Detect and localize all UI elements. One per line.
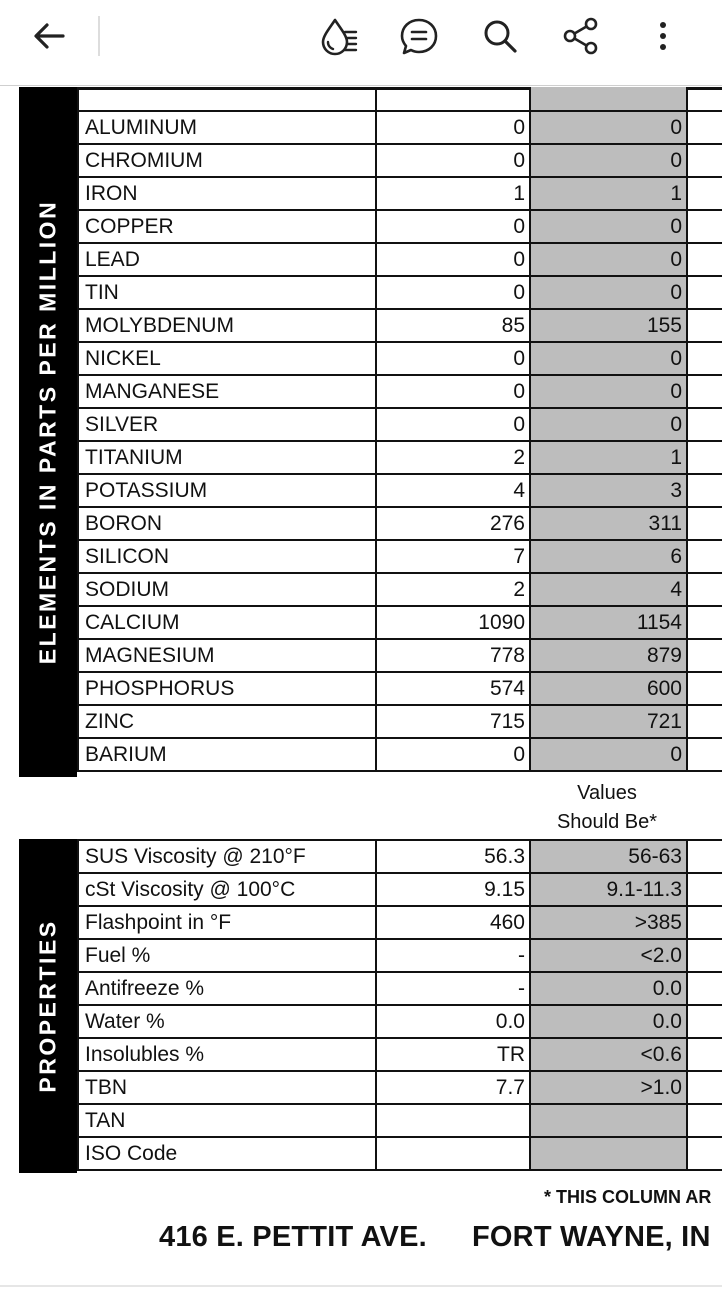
property-row-reference: >385 — [530, 906, 687, 939]
element-row-reference: 311 — [530, 507, 687, 540]
element-row-reference: 0 — [530, 375, 687, 408]
element-row-value: 0 — [376, 342, 530, 375]
element-row-value: 2 — [376, 441, 530, 474]
element-row-extra-cell — [687, 474, 722, 507]
share-button[interactable] — [558, 13, 604, 59]
property-row — [78, 972, 722, 1005]
element-row-reference: 3 — [530, 474, 687, 507]
element-row-extra-cell — [687, 672, 722, 705]
element-row — [78, 639, 722, 672]
element-row-reference: 0 — [530, 276, 687, 309]
property-row-value — [376, 1137, 530, 1170]
property-row-label: ISO Code — [78, 1137, 376, 1170]
property-row-extra-cell — [687, 873, 722, 906]
element-row-reference: 155 — [530, 309, 687, 342]
element-row-extra-cell — [687, 441, 722, 474]
address-street: 416 E. PETTIT AVE. — [159, 1221, 427, 1253]
property-row-extra-cell — [687, 1071, 722, 1104]
element-row-extra-cell — [687, 408, 722, 441]
element-row-label: PHOSPHORUS — [78, 672, 376, 705]
property-row-reference: <0.6 — [530, 1038, 687, 1071]
element-row-label: SILVER — [78, 408, 376, 441]
element-row-extra-cell — [687, 243, 722, 276]
property-row-reference — [530, 1104, 687, 1137]
property-row-reference — [530, 1137, 687, 1170]
element-row — [78, 474, 722, 507]
element-row-value: 715 — [376, 705, 530, 738]
element-row — [78, 111, 722, 144]
element-row-label: MAGNESIUM — [78, 639, 376, 672]
property-row-value: 7.7 — [376, 1071, 530, 1104]
property-row-reference: <2.0 — [530, 939, 687, 972]
element-row-label: TITANIUM — [78, 441, 376, 474]
element-row-extra-cell — [687, 540, 722, 573]
element-row-value: 574 — [376, 672, 530, 705]
property-row — [78, 1104, 722, 1137]
search-icon — [480, 16, 520, 56]
property-row-value: - — [376, 972, 530, 1005]
property-row — [78, 840, 722, 873]
element-row — [78, 342, 722, 375]
element-row-value: 778 — [376, 639, 530, 672]
toolbar-divider — [98, 16, 100, 56]
element-row-reference: 600 — [530, 672, 687, 705]
property-row — [78, 1038, 722, 1071]
element-row-label: LEAD — [78, 243, 376, 276]
values-header-line2: Should Be* — [556, 811, 658, 833]
property-row — [78, 1071, 722, 1104]
element-row — [78, 738, 722, 771]
element-row-label: MOLYBDENUM — [78, 309, 376, 342]
element-row-label: COPPER — [78, 210, 376, 243]
element-row-reference: 4 — [530, 573, 687, 606]
element-row — [78, 144, 722, 177]
property-row-reference: >1.0 — [530, 1071, 687, 1104]
property-row-reference: 56-63 — [530, 840, 687, 873]
more-options-button[interactable] — [640, 13, 686, 59]
property-row — [78, 939, 722, 972]
property-row-extra-cell — [687, 906, 722, 939]
property-row-extra-cell — [687, 1005, 722, 1038]
property-row-value — [376, 1104, 530, 1137]
property-row-value: 9.15 — [376, 873, 530, 906]
element-row-value: 2 — [376, 573, 530, 606]
elements-side-label: ELEMENTS IN PARTS PER MILLION — [34, 199, 61, 665]
properties-side-label: PROPERTIES — [34, 919, 61, 1093]
element-row-value: 0 — [376, 144, 530, 177]
element-row-value: 0 — [376, 243, 530, 276]
property-row-label: Water % — [78, 1005, 376, 1038]
properties-side-band — [19, 839, 77, 1173]
element-row-label: POTASSIUM — [78, 474, 376, 507]
element-row-extra-cell — [687, 177, 722, 210]
element-row — [78, 309, 722, 342]
element-row-label: ZINC — [78, 705, 376, 738]
property-row-extra-cell — [687, 1104, 722, 1137]
property-row-value: 0.0 — [376, 1005, 530, 1038]
element-row-label: ALUMINUM — [78, 111, 376, 144]
property-row-value: 56.3 — [376, 840, 530, 873]
element-row — [78, 606, 722, 639]
element-row-extra-cell — [687, 639, 722, 672]
element-row-label: SILICON — [78, 540, 376, 573]
share-icon — [560, 15, 602, 57]
element-row-extra-cell — [687, 309, 722, 342]
element-row — [78, 672, 722, 705]
reading-mode-button[interactable] — [315, 13, 361, 59]
property-row-reference: 0.0 — [530, 972, 687, 1005]
element-row-extra-cell — [687, 375, 722, 408]
property-row-label: cSt Viscosity @ 100°C — [78, 873, 376, 906]
element-row — [78, 705, 722, 738]
element-row-extra-cell — [687, 276, 722, 309]
element-row-label: NICKEL — [78, 342, 376, 375]
element-row — [78, 243, 722, 276]
element-row-reference: 0 — [530, 210, 687, 243]
element-row-reference: 0 — [530, 144, 687, 177]
element-row-reference: 1154 — [530, 606, 687, 639]
element-row-label: MANGANESE — [78, 375, 376, 408]
property-row-extra-cell — [687, 840, 722, 873]
element-row-reference: 0 — [530, 243, 687, 276]
element-row — [78, 408, 722, 441]
property-row — [78, 873, 722, 906]
elements-side-band — [19, 87, 77, 777]
arrow-left-icon — [29, 16, 69, 56]
element-row-extra-cell — [687, 738, 722, 771]
page-bottom-rule — [0, 1285, 722, 1287]
element-row-value: 0 — [376, 375, 530, 408]
property-row-value: - — [376, 939, 530, 972]
property-row-label: SUS Viscosity @ 210°F — [78, 840, 376, 873]
element-row-extra-cell — [687, 507, 722, 540]
report-page[interactable] — [0, 87, 722, 1300]
property-row-label: Fuel % — [78, 939, 376, 972]
properties-table — [77, 839, 722, 1171]
element-row-reference: 0 — [530, 408, 687, 441]
element-row-reference: 0 — [530, 738, 687, 771]
property-row-reference: 9.1-11.3 — [530, 873, 687, 906]
back-button[interactable] — [26, 13, 72, 59]
element-row-reference: 6 — [530, 540, 687, 573]
element-row-value: 1090 — [376, 606, 530, 639]
property-row — [78, 1137, 722, 1170]
more-vertical-icon — [643, 16, 683, 56]
element-row-reference: 0 — [530, 342, 687, 375]
property-row-reference: 0.0 — [530, 1005, 687, 1038]
element-row-extra-cell — [687, 705, 722, 738]
element-row-extra-cell — [687, 606, 722, 639]
element-row-value: 0 — [376, 111, 530, 144]
element-row — [78, 210, 722, 243]
element-row-reference: 879 — [530, 639, 687, 672]
elements-header-spacer-row — [78, 87, 722, 111]
element-row-label: BORON — [78, 507, 376, 540]
property-row-label: TBN — [78, 1071, 376, 1104]
values-should-be-header — [529, 779, 685, 837]
property-row — [78, 1005, 722, 1038]
property-row-value: 460 — [376, 906, 530, 939]
chat-bubble-lines-icon — [398, 15, 440, 57]
element-row-value: 276 — [376, 507, 530, 540]
elements-table — [77, 87, 722, 772]
element-row-extra-cell — [687, 342, 722, 375]
element-row-label: CHROMIUM — [78, 144, 376, 177]
element-row-value: 85 — [376, 309, 530, 342]
element-row — [78, 507, 722, 540]
search-button[interactable] — [477, 13, 523, 59]
element-row-value: 0 — [376, 276, 530, 309]
element-row-reference: 1 — [530, 441, 687, 474]
property-row — [78, 906, 722, 939]
property-row-label: Insolubles % — [78, 1038, 376, 1071]
property-row-value: TR — [376, 1038, 530, 1071]
element-row-extra-cell — [687, 111, 722, 144]
element-row-label: BARIUM — [78, 738, 376, 771]
element-row-extra-cell — [687, 144, 722, 177]
element-row — [78, 375, 722, 408]
element-row — [78, 441, 722, 474]
element-row-label: TIN — [78, 276, 376, 309]
property-row-label: TAN — [78, 1104, 376, 1137]
element-row — [78, 540, 722, 573]
element-row-value: 7 — [376, 540, 530, 573]
property-row-extra-cell — [687, 1137, 722, 1170]
ink-drop-lines-icon — [317, 15, 359, 57]
property-row-label: Flashpoint in °F — [78, 906, 376, 939]
element-row-label: CALCIUM — [78, 606, 376, 639]
app-toolbar — [0, 0, 722, 86]
property-row-extra-cell — [687, 939, 722, 972]
element-row-value: 4 — [376, 474, 530, 507]
element-row — [78, 573, 722, 606]
column-footnote: * THIS COLUMN AR — [544, 1187, 712, 1207]
property-row-extra-cell — [687, 1038, 722, 1071]
property-row-extra-cell — [687, 972, 722, 1005]
element-row-label: SODIUM — [78, 573, 376, 606]
element-row-reference: 0 — [530, 111, 687, 144]
element-row-extra-cell — [687, 573, 722, 606]
comments-button[interactable] — [396, 13, 442, 59]
property-row-label: Antifreeze % — [78, 972, 376, 1005]
address-city: FORT WAYNE, IN — [472, 1221, 711, 1253]
element-row-label: IRON — [78, 177, 376, 210]
element-row — [78, 177, 722, 210]
values-header-line1: Values — [577, 782, 637, 804]
element-row-reference: 1 — [530, 177, 687, 210]
element-row — [78, 276, 722, 309]
element-row-value: 1 — [376, 177, 530, 210]
element-row-extra-cell — [687, 210, 722, 243]
element-row-value: 0 — [376, 210, 530, 243]
element-row-reference: 721 — [530, 705, 687, 738]
element-row-value: 0 — [376, 408, 530, 441]
element-row-value: 0 — [376, 738, 530, 771]
